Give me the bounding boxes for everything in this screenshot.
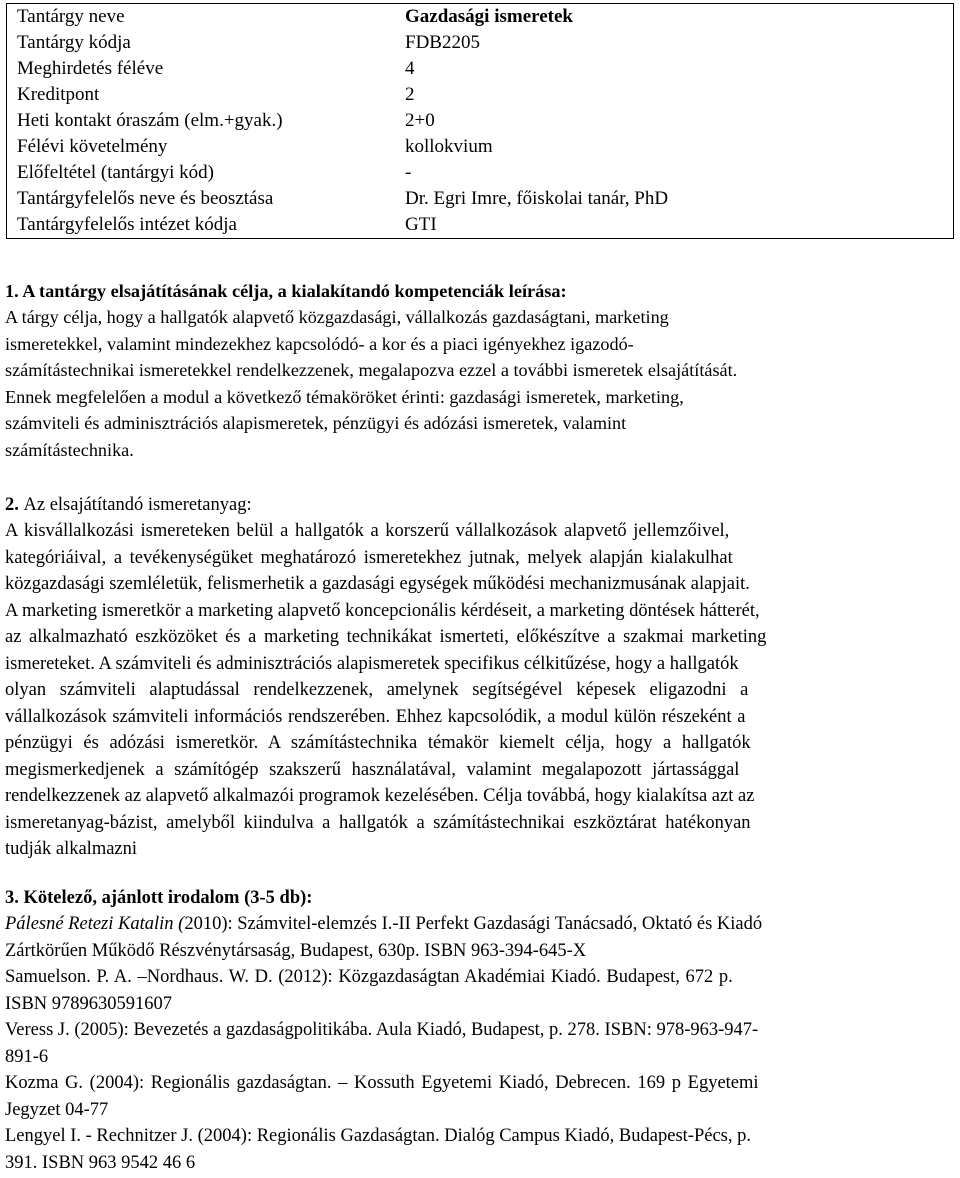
document-page [6, 3, 956, 239]
text-line: Ennek megfelelően a modul a következő témaköröket érinti: gazdasági ismeretek, marketing, [5, 386, 684, 407]
reference-item [5, 964, 955, 1017]
text-line: számítástechnikai ismeretekkel rendelkezzenek, megalapozva ezzel a további ismeretek elsajátítását. [5, 360, 738, 380]
table-row [7, 82, 954, 108]
text-line: az alkalmazható eszközöket és a marketing technikákat ismerteti, előkészítve a szakmai marketing [5, 627, 767, 647]
table-row [7, 56, 954, 82]
table-row [7, 108, 954, 134]
section-objectives [5, 278, 955, 463]
field-value: Gazdasági ismeretek [405, 6, 573, 27]
field-label: Meghirdetés féléve [17, 58, 164, 79]
text-line: Veress J. (2005): Bevezetés a gazdaságpolitikába. Aula Kiadó, Budapest, p. 278. ISBN: 978-963-947- [5, 1020, 759, 1040]
table-row [7, 30, 954, 56]
section-body [5, 304, 955, 463]
reference-item [5, 911, 955, 964]
text-line: ISBN 9789630591607 [5, 993, 173, 1014]
section-heading: 3. Kötelező, ajánlott irodalom (3-5 db): [5, 888, 313, 908]
text-line: olyan számviteli alaptudással rendelkezzenek, amelynek segítségével képesek eligazodni a [5, 680, 749, 700]
reference-author: Pálesné Retezi Katalin ( [5, 914, 185, 934]
table-row [7, 160, 954, 186]
text-line: A marketing ismeretkör a marketing alapvető koncepcionális kérdéseit, a marketing döntések hátterét, [5, 600, 760, 621]
table-row [7, 186, 954, 212]
text-line: Kozma G. (2004): Regionális gazdaságtan. – Kossuth Egyetemi Kiadó, Debrecen. 169 p Egyetemi [5, 1073, 759, 1093]
field-label: Tantárgy neve [17, 6, 125, 27]
field-label: Előfeltétel (tantárgyi kód) [17, 162, 214, 183]
text-line: közgazdasági szemléletük, felismerhetik a gazdasági egységek működési mechanizmusának alapjait. [5, 574, 750, 594]
text-line: 2010): Számvitel-elemzés I.-II Perfekt Gazdasági Tanácsadó, Oktató és Kiadó [184, 914, 763, 934]
reference-list [5, 911, 955, 1176]
table-row [7, 4, 954, 31]
field-value: kollokvium [405, 136, 493, 157]
field-value: 2+0 [405, 110, 435, 131]
section-body [5, 518, 955, 863]
field-label: Tantárgyfelelős intézet kódja [17, 214, 237, 235]
field-value: GTI [405, 214, 437, 235]
text-line: Zártkörűen Működő Részvénytársaság, Budapest, 630p. ISBN 963-394-645-X [5, 940, 587, 961]
text-line: Lengyel I. - Rechnitzer J. (2004): Regionális Gazdaságtan. Dialóg Campus Kiadó, Budapest-Pécs, p. [5, 1126, 751, 1146]
text-line: vállalkozások számviteli információs rendszerében. Ehhez kapcsolódik, a modul külön részeként a [5, 706, 746, 727]
field-value: FDB2205 [405, 32, 480, 53]
text-line: rendelkezzenek az alapvető alkalmazói programok kezelésében. Célja továbbá, hogy kialakítsa azt az [5, 786, 755, 806]
text-line: 891-6 [5, 1046, 49, 1067]
text-line: 391. ISBN 963 9542 46 6 [5, 1152, 196, 1173]
text-line: ismeretekkel, valamint mindezekhez kapcsolódó- a kor és a piaci igényekhez igazodó- [5, 333, 634, 354]
field-label: Heti kontakt óraszám (elm.+gyak.) [17, 110, 283, 131]
reference-item [5, 1017, 955, 1070]
text-line: Jegyzet 04-77 [5, 1099, 109, 1120]
text-line: ismereteket. A számviteli és adminisztrációs alapismeretek specifikus célkitűzése, hogy a hallgatók [5, 653, 739, 674]
table-row [7, 134, 954, 160]
field-label: Félévi követelmény [17, 136, 168, 157]
section-title: Az elsajátítandó ismeretanyag: [23, 495, 252, 515]
text-line: A tárgy célja, hogy a hallgatók alapvető közgazdasági, vállalkozás gazdaságtani, marketing [5, 307, 669, 327]
field-label: Tantárgyfelelős neve és beosztása [17, 188, 274, 209]
field-label: Tantárgy kódja [17, 32, 131, 53]
text-line: tudják alkalmazni [5, 839, 138, 859]
text-line: A kisvállalkozási ismereteken belül a hallgatók a korszerű vállalkozások alapvető jellemzőivel, [5, 521, 730, 541]
field-value: - [405, 162, 412, 183]
reference-item [5, 1070, 955, 1123]
reference-item [5, 1123, 955, 1176]
section-heading: 1. A tantárgy elsajátításának célja, a kialakítandó kompetenciák leírása: [5, 281, 567, 301]
section-number: 2. [5, 495, 19, 515]
course-info-table [6, 3, 954, 239]
text-line: számítástechnika. [5, 439, 134, 460]
table-row [7, 212, 954, 239]
field-value: 2 [405, 84, 415, 105]
field-value: Dr. Egri Imre, főiskolai tanár, PhD [405, 188, 669, 209]
text-line: megismerkedjenek a számítógép szakszerű használatával, valamint megalapozott jártassággal [5, 759, 740, 780]
text-line: ismeretanyag-bázist, amelyből kiindulva a hallgatók a számítástechnikai eszköztárat hatékonyan [5, 812, 751, 833]
text-line: kategóriáival, a tevékenységüket meghatározó ismeretekhez jutnak, melyek alapján kialakulhat [5, 547, 733, 568]
text-line: pénzügyi és adózási ismeretkör. A számítástechnika témakör kiemelt célja, hogy a hallgatók [5, 733, 751, 753]
field-label: Kreditpont [17, 84, 100, 105]
field-value: 4 [405, 58, 415, 79]
text-line: Samuelson. P. A. –Nordhaus. W. D. (2012): Közgazdaságtan Akadémiai Kiadó. Budapest, 672 p. [5, 967, 733, 987]
section-content [5, 492, 955, 863]
section-literature [5, 885, 955, 1176]
section-heading [5, 492, 955, 518]
text-line: számviteli és adminisztrációs alapismeretek, pénzügyi és adózási ismeretek, valamint [5, 413, 627, 433]
